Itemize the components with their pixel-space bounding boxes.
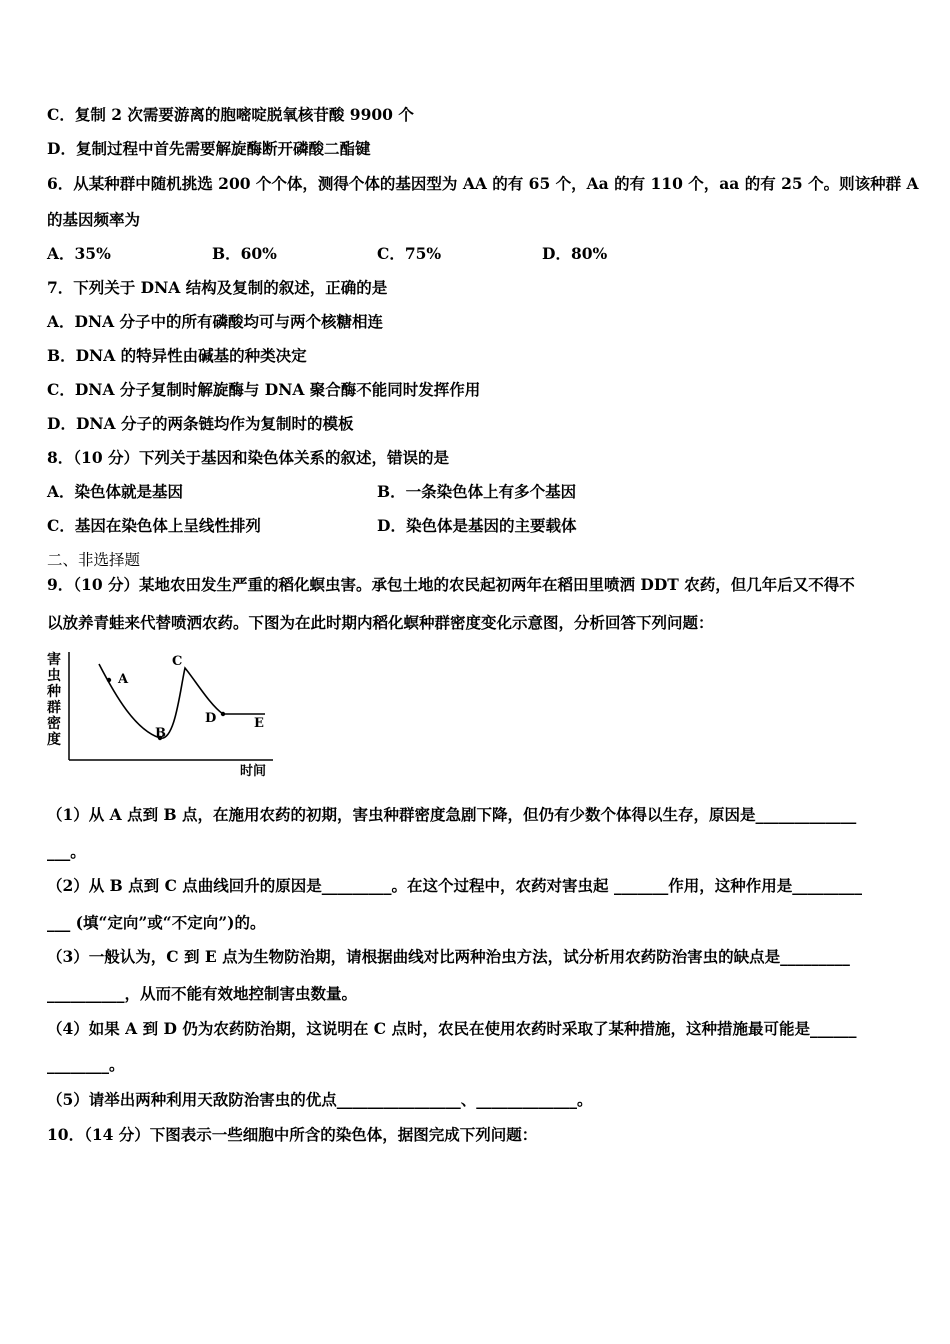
section-2-heading: 二、非选择题 — [47, 551, 141, 569]
ylabel-char: 密 — [47, 716, 61, 732]
x-axis-label: 时间 — [240, 764, 267, 779]
ylabel-char: 害 — [47, 652, 61, 668]
ylabel-char: 虫 — [47, 668, 61, 684]
point-d-marker — [221, 712, 225, 716]
question-6-line2: 的基因频率为 — [47, 210, 141, 229]
point-b-label: B — [155, 726, 166, 741]
point-c-label: C — [172, 654, 183, 669]
q7-option-c: C．DNA 分子复制时解旋酶与 DNA 聚合酶不能同时发挥作用 — [47, 380, 481, 399]
sub-question-4-line1: （4）如果 A 到 D 仍为农药防治期，这说明在 C 点时，农民在使用农药时采取了某种措施，这种措施最可能是______ — [47, 1019, 857, 1038]
question-9-line1: 9．（10 分）某地农田发生严重的稻化螟虫害。承包土地的农民起初两年在稻田里喷洒 DDT 农药，但几年后又不得不 — [47, 575, 855, 594]
sub-question-3-line1: （3）一般认为，C 到 E 点为生物防治期，请根据曲线对比两种治虫方法，试分析用农药防治害虫的缺点是_________ — [47, 947, 850, 966]
q7-option-b: B．DNA 的特异性由碱基的种类决定 — [47, 346, 307, 365]
ylabel-char: 群 — [47, 700, 61, 716]
point-e-label: E — [254, 716, 264, 731]
sub-question-4-line2: ________。 — [47, 1055, 125, 1074]
q8-option-a: A．染色体就是基因 — [47, 482, 184, 501]
q6-option-d: D．80% — [542, 244, 608, 263]
point-a-label: A — [118, 672, 129, 687]
sub-question-2-line2: ___ (填“定向”或“不定向”)的。 — [47, 913, 266, 932]
question-6-line1: 6．从某种群中随机挑选 200 个个体，测得个体的基因型为 AA 的有 65 个，Aa 的有 110 个，aa 的有 25 个。则该种群 A — [47, 174, 919, 193]
q6-option-b: B．60% — [212, 244, 277, 263]
q8-option-c: C．基因在染色体上呈线性排列 — [47, 516, 261, 535]
q7-option-a: A．DNA 分子中的所有磷酸均可与两个核糖相连 — [47, 312, 384, 331]
sub-question-5: （5）请举出两种利用天敌防治害虫的优点________________、_____________。 — [47, 1090, 593, 1109]
sub-question-2-line1: （2）从 B 点到 C 点曲线回升的原因是_________。在这个过程中，农药对害虫起 _______作用，这种作用是_________ — [47, 876, 862, 895]
q7-option-d: D．DNA 分子的两条链均作为复制时的模板 — [47, 414, 354, 433]
q8-option-d: D．染色体是基因的主要载体 — [377, 516, 577, 535]
option-c-q5: C．复制 2 次需要游离的胞嘧啶脱氧核苷酸 9900 个 — [47, 105, 414, 124]
sub-question-1-line2: ___。 — [47, 842, 86, 861]
question-7: 7．下列关于 DNA 结构及复制的叙述，正确的是 — [47, 278, 388, 297]
ylabel-char: 种 — [47, 684, 61, 700]
ylabel-char: 度 — [47, 732, 61, 748]
sub-question-3-line2: __________，从而不能有效地控制害虫数量。 — [47, 984, 358, 1003]
population-density-chart — [45, 650, 285, 785]
q8-option-b: B．一条染色体上有多个基因 — [377, 482, 577, 501]
sub-question-1-line1: （1）从 A 点到 B 点，在施用农药的初期，害虫种群密度急剧下降，但仍有少数个体得以生存，原因是_____________ — [47, 805, 857, 824]
question-10: 10．（14 分）下图表示一些细胞中所含的染色体，据图完成下列问题： — [47, 1125, 538, 1144]
question-8: 8．（10 分）下列关于基因和染色体关系的叙述，错误的是 — [47, 448, 450, 467]
option-d-q5: D．复制过程中首先需要解旋酶断开磷酸二酯键 — [47, 139, 371, 158]
q6-option-a: A．35% — [47, 244, 111, 263]
point-a-marker — [107, 678, 111, 682]
q6-option-c: C．75% — [377, 244, 442, 263]
y-axis-label — [46, 651, 61, 748]
question-9-line2: 以放养青蛙来代替喷洒农药。下图为在此时期内稻化螟种群密度变化示意图，分析回答下列问题： — [47, 613, 714, 632]
point-d-label: D — [205, 711, 217, 726]
